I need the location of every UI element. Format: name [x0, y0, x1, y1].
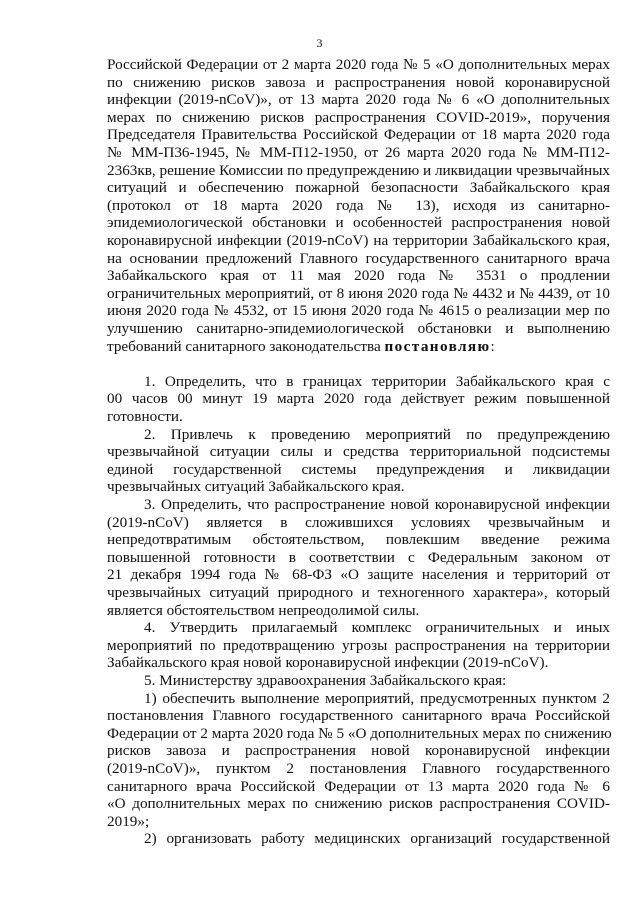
text-line-content: инфекции (2019-nCoV)», от 13 марта 2020 года № 6 «О дополнительных — [107, 91, 610, 109]
text-line — [144, 619, 610, 637]
text-line-content: чрезвычайных ситуаций природного и техногенного характера», который — [107, 584, 610, 601]
text-line-content: по снижению рисков завоза и распространения новой коронавирусной — [107, 73, 610, 91]
text-line — [107, 162, 610, 180]
text-line-content: № ММ-П36-1945, № ММ-П12-1950, от 26 марта 2020 года № ММ-П12- — [107, 144, 610, 161]
text-line-content: мероприятий по предотвращению угрозы распространения на территории — [107, 636, 610, 654]
text-line-content: (2019-nCoV) является в сложившихся условиях чрезвычайным и — [107, 513, 610, 531]
text-line — [107, 232, 610, 250]
text-line-content: ситуаций и обеспечению пожарной безопасности Забайкальского края — [107, 179, 610, 197]
text-line — [107, 566, 610, 584]
text-line-content: (2019-nCoV)», пунктом 2 постановления Главного государственного — [107, 760, 610, 777]
text-line-content: является обстоятельством непреодолимой силы. — [107, 601, 420, 619]
text-line-content: санитарного врача Российской Федерации от 13 марта 2020 года № 6 — [107, 777, 610, 795]
punctuation: : — [490, 337, 495, 355]
text-line — [107, 654, 610, 672]
text-line — [107, 637, 610, 655]
text-line-content: улучшению санитарно-эпидемиологической обстановки и выполнению — [107, 320, 610, 337]
text-line-content: Председателя Правительства Российской Федерации от 18 марта 2020 года — [107, 126, 610, 144]
text-line — [107, 302, 610, 320]
text-line-content: 21 декабря 1994 года № 68-ФЗ «О защите населения и территорий от — [107, 566, 610, 584]
text-line-content: чрезвычайных ситуаций Забайкальского края. — [107, 478, 405, 496]
text-line-content: постановления Главного государственного санитарного врача Российской — [107, 707, 610, 725]
text-line — [107, 531, 610, 549]
text-line-content: коронавирусной инфекции (2019-nCoV) на территории Забайкальского края, — [107, 232, 610, 249]
text-line-content: Забайкальского края новой коронавирусной инфекции (2019-nCoV). — [107, 654, 549, 672]
text-line — [107, 813, 610, 831]
text-line-content: «О дополнительных мерах по снижению рисков распространения COVID- — [107, 795, 610, 813]
text-line — [144, 690, 610, 708]
text-line — [144, 496, 610, 514]
text-line-content: 2363кв, решение Комиссии по предупреждению и ликвидации чрезвычайных — [107, 161, 610, 179]
text-line — [107, 74, 610, 92]
text-line — [107, 742, 610, 760]
text-line-content: 2019»; — [107, 812, 150, 830]
text-line-content: на основании предложений Главного государственного санитарного врача — [107, 249, 610, 267]
text-line-content: ограничительных мероприятий, от 8 июня 2020 года № 4432 и № 4439, от 10 — [107, 284, 610, 302]
text-line-content: эпидемиологической обстановки и особенностей распространения новой — [107, 214, 610, 232]
text-line — [107, 584, 610, 602]
text-line — [107, 320, 610, 338]
text-line — [144, 672, 610, 690]
text-line — [107, 250, 610, 268]
text-line — [107, 179, 610, 197]
text-line — [144, 373, 610, 391]
text-line — [107, 144, 610, 162]
text-line-content: единой государственной системы предупреждения и ликвидации — [107, 460, 610, 478]
text-line — [107, 126, 610, 144]
text-line — [107, 795, 610, 813]
text-line — [107, 443, 610, 461]
text-line — [107, 725, 610, 743]
text-line — [107, 602, 610, 620]
text-line-content: 3. Определить, что распространение новой коронавирусной инфекции — [144, 496, 610, 513]
text-line — [107, 514, 610, 532]
text-line-content: 2) организовать работу медицинских организаций государственной — [144, 830, 610, 848]
text-line-content: 2. Привлечь к проведению мероприятий по предупреждению — [144, 425, 610, 443]
text-line — [107, 461, 610, 479]
text-line-content: Забайкальского края от 11 мая 2020 года № 3531 о продлении — [107, 267, 610, 285]
text-line — [107, 214, 610, 232]
text-line — [107, 390, 610, 408]
text-line-content: (протокол от 18 марта 2020 года № 13), исходя из санитарно- — [107, 196, 610, 214]
text-line — [107, 91, 610, 109]
text-line — [144, 830, 610, 848]
text-line — [107, 338, 610, 356]
text-line-content: июня 2020 года № 4532, от 15 июня 2020 года № 4615 о реализации мер по — [107, 302, 610, 320]
text-line — [107, 778, 610, 796]
text-line — [107, 408, 610, 426]
text-line-content: 1) обеспечить выполнение мероприятий, предусмотренных пунктом 2 — [144, 689, 610, 707]
text-line-content: готовности. — [107, 408, 183, 425]
text-line-content: требований санитарного законодательства — [107, 337, 381, 355]
text-line — [107, 707, 610, 725]
text-line-content: Российской Федерации от 2 марта 2020 года № 5 «О дополнительных мерах — [107, 56, 610, 73]
text-line — [107, 478, 610, 496]
text-line — [144, 426, 610, 444]
text-line — [107, 760, 610, 778]
text-line-content: 4. Утвердить прилагаемый комплекс ограничительных и иных — [144, 619, 610, 637]
text-line-content: мерах по снижению рисков распространения COVID-2019», поручения — [107, 108, 610, 126]
text-line-content: 1. Определить, что в границах территории Забайкальского края с — [144, 372, 610, 390]
text-line-content: чрезвычайной ситуации силы и средства территориальной подсистемы — [107, 443, 610, 461]
page-number: 3 — [316, 36, 323, 50]
text-line-content: Федерации от 2 марта 2020 года № 5 «О дополнительных мерах по снижению — [107, 724, 612, 742]
text-line-content: рисков завоза и распространения новой коронавирусной инфекции — [107, 742, 610, 760]
resolution-keyword: постановляю — [384, 337, 491, 355]
text-line — [107, 197, 610, 215]
text-line — [107, 56, 610, 74]
text-line — [107, 109, 610, 127]
text-line — [107, 549, 610, 567]
text-line-content: 00 часов 00 минут 19 марта 2020 года действует режим повышенной — [107, 390, 610, 408]
text-line-content: 5. Министерству здравоохранения Забайкальского края: — [144, 672, 507, 689]
text-line — [107, 285, 610, 303]
text-line-content: непредотвратимым обстоятельством, повлекшим введение режима — [107, 531, 610, 549]
text-line-content: повышенной готовности в соответствии с Федеральным законом от — [107, 548, 610, 566]
text-line — [107, 267, 610, 285]
